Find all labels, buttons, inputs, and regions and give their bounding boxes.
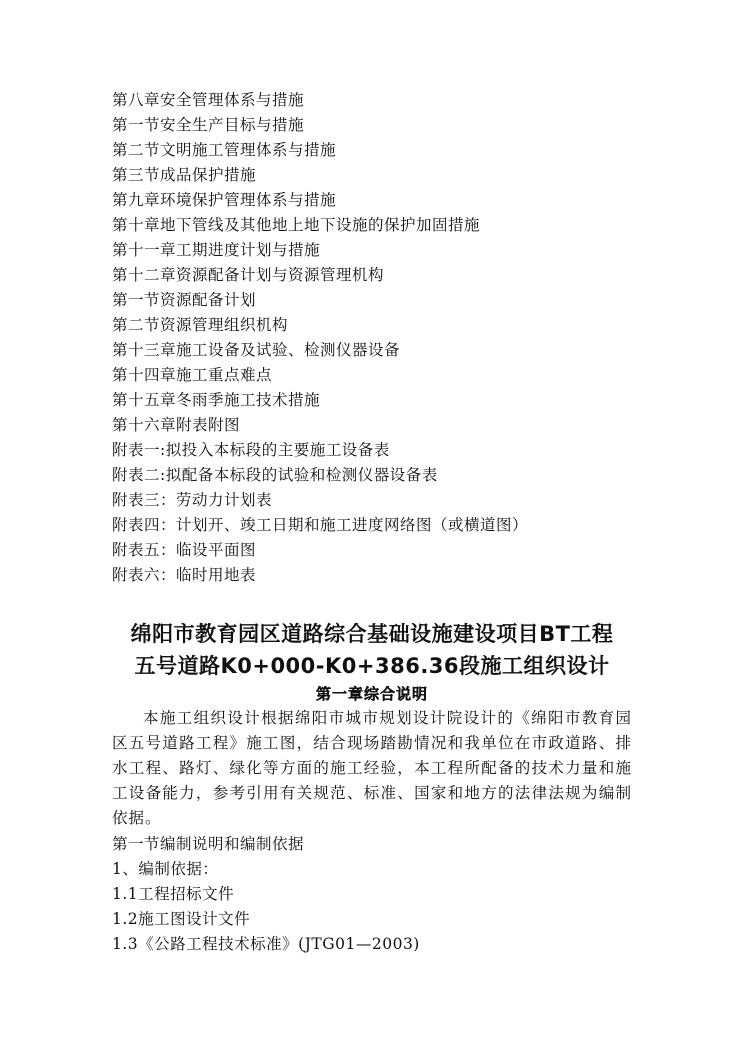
toc-item: 附表四：计划开、竣工日期和施工进度网络图（或横道图）: [112, 516, 529, 534]
toc-item: 第十二章资源配备计划与资源管理机构: [112, 266, 385, 284]
toc-item: 附表三：劳动力计划表: [112, 491, 273, 509]
toc-item: 第十三章施工设备及试验、检测仪器设备: [112, 341, 401, 359]
body-line: 1.3《公路工程技术标准》(JTG01—2003): [112, 935, 420, 953]
toc-item: 第十一章工期进度计划与措施: [112, 241, 321, 259]
body-line: 1.1工程招标文件: [112, 885, 235, 903]
toc-item: 第十四章施工重点难点: [112, 366, 273, 384]
toc-item: 第十六章附表附图: [112, 416, 241, 434]
intro-paragraph: 本施工组织设计根据绵阳市城市规划设计院设计的《绵阳市教育园区五号道路工程》施工图，结合现场踏勘情况和我单位在市政道路、排水工程、路灯、绿化等方面的施工经验，本工程所配备的技术力量和施工设备能力，参考引用有关规范、标准、国家和地方的法律法规为编制依据。: [112, 709, 632, 827]
toc-item: 第八章安全管理体系与措施: [112, 91, 305, 109]
toc-item: 附表五：临设平面图: [112, 541, 257, 559]
toc-item: 第九章环境保护管理体系与措施: [112, 191, 337, 209]
body-line: 1、编制依据：: [112, 860, 219, 878]
toc-item: 第十五章冬雨季施工技术措施: [112, 391, 321, 409]
toc-item: 附表二:拟配备本标段的试验和检测仪器设备表: [112, 466, 438, 484]
document-title-line-1: 绵阳市教育园区道路综合基础设施建设项目BT工程: [130, 622, 614, 646]
chapter-heading: 第一章综合说明: [315, 685, 428, 703]
toc-item: 第二节文明施工管理体系与措施: [112, 141, 337, 159]
toc-item: 第一节资源配备计划: [112, 291, 257, 309]
document-title-line-2: 五号道路K0+000-K0+386.36段施工组织设计: [134, 654, 610, 678]
toc-item: 附表一:拟投入本标段的主要施工设备表: [112, 441, 390, 459]
section-body: [112, 832, 420, 957]
toc-item: 第二节资源管理组织机构: [112, 316, 289, 334]
toc-item: 附表六：临时用地表: [112, 566, 257, 584]
table-of-contents: [112, 88, 528, 588]
section-heading: 第一节编制说明和编制依据: [112, 835, 305, 853]
toc-item: 第十章地下管线及其他地上地下设施的保护加固措施: [112, 216, 481, 234]
body-line: 1.2施工图设计文件: [112, 910, 251, 928]
toc-item: 第三节成品保护措施: [112, 166, 257, 184]
toc-item: 第一节安全生产目标与措施: [112, 116, 305, 134]
